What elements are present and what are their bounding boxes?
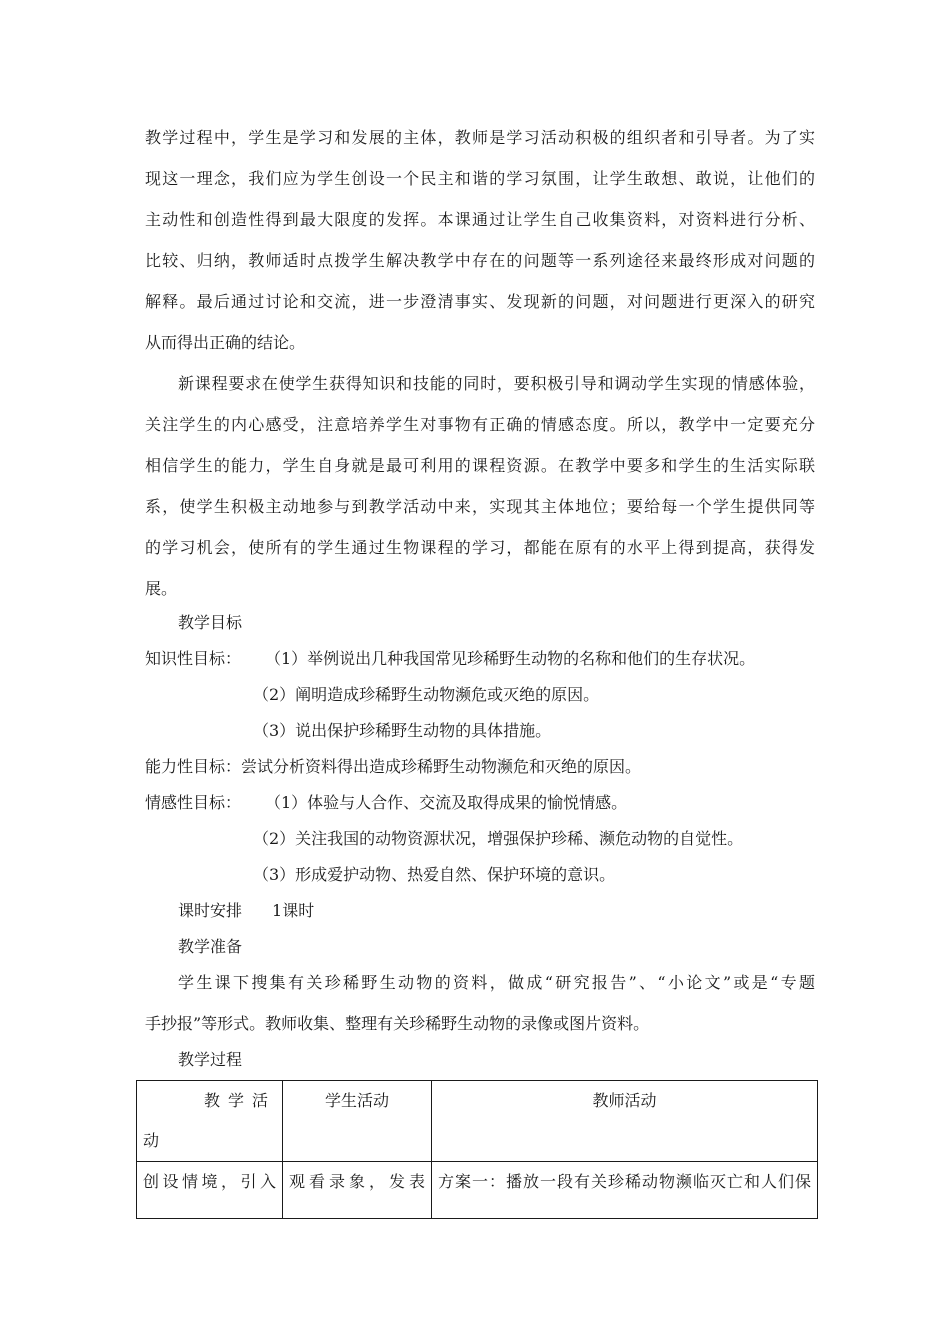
knowledge-objective-label: 知识性目标：: [145, 649, 242, 668]
header-teacher-activity: 教师活动: [592, 1091, 657, 1110]
process-table-header-row: [137, 1081, 818, 1162]
emotion-objective-label: 情感性目标：: [145, 793, 242, 812]
schedule-row: [178, 901, 815, 921]
paragraph-1-line-6: 从而得出正确的结论。: [145, 333, 306, 352]
emotion-objective-row: [145, 793, 815, 813]
header-teaching-activity-line-2: 动: [143, 1131, 160, 1150]
preparation-line-2: 手抄报”等形式。教师收集、整理有关珍稀野生动物的录像或图片资料。: [145, 1014, 650, 1033]
row-teacher-activity-cell: [432, 1162, 818, 1219]
paragraph-1-line-1: 教学过程中，学生是学习和发展的主体，教师是学习活动积极的组织者和引导者。为了实: [145, 128, 815, 147]
schedule-label: 课时安排: [178, 901, 243, 920]
schedule-value: 1课时: [272, 901, 315, 920]
paragraph-1-line-2: 现这一理念，我们应为学生创设一个民主和谐的学习氛围，让学生敢想、敢说，让他们的: [145, 169, 815, 188]
objectives-heading: 教学目标: [178, 613, 243, 632]
ability-objective-label: 能力性目标：: [145, 757, 242, 776]
ability-objective-row: [145, 757, 815, 777]
process-heading: 教学过程: [178, 1050, 243, 1069]
knowledge-objective-row: [145, 649, 815, 669]
preparation-line-1: 学生课下搜集有关珍稀野生动物的资料，做成“研究报告”、“小论文”或是“专题: [178, 973, 815, 992]
knowledge-objective-item-1: （1）举例说出几种我国常见珍稀野生动物的名称和他们的生存状况。: [265, 649, 756, 668]
row-student-activity: 观看录象，发表: [289, 1172, 425, 1191]
header-student-activity: 学生活动: [324, 1091, 389, 1110]
row-student-activity-cell: [283, 1162, 432, 1219]
paragraph-2-line-3: 相信学生的能力，学生自身就是最可利用的课程资源。在教学中要多和学生的生活实际联: [145, 456, 815, 475]
paragraph-2-line-6: 展。: [145, 579, 178, 598]
paragraph-1-line-3: 主动性和创造性得到最大限度的发挥。本课通过让学生自己收集资料，对资料进行分析、: [145, 210, 815, 229]
header-teaching-activity-cell: [137, 1081, 283, 1162]
emotion-objective-item-2: （2）关注我国的动物资源状况，增强保护珍稀、濒危动物的自觉性。: [253, 829, 744, 848]
row-teacher-activity: 方案一：播放一段有关珍稀动物濒临灭亡和人们保: [438, 1172, 811, 1191]
header-student-activity-cell: [283, 1081, 432, 1162]
emotion-objective-item-1: （1）体验与人合作、交流及取得成果的愉悦情感。: [265, 793, 628, 812]
ability-objective-text: 尝试分析资料得出造成珍稀野生动物濒危和灭绝的原因。: [241, 757, 642, 776]
row-teaching-activity-cell: [137, 1162, 283, 1219]
paragraph-1-line-5: 解释。最后通过讨论和交流，进一步澄清事实、发现新的问题，对问题进行更深入的研究: [145, 292, 815, 311]
preparation-heading: 教学准备: [178, 937, 243, 956]
process-table-row: [137, 1162, 818, 1219]
process-table: [136, 1080, 818, 1219]
knowledge-objective-item-2: （2）阐明造成珍稀野生动物濒危或灭绝的原因。: [253, 685, 600, 704]
header-teacher-activity-cell: [432, 1081, 818, 1162]
row-teaching-activity: 创设情境，引入: [143, 1172, 276, 1191]
paragraph-2-line-1: 新课程要求在使学生获得知识和技能的同时，要积极引导和调动学生实现的情感体验，: [178, 374, 815, 393]
paragraph-2-line-2: 关注学生的内心感受，注意培养学生对事物有正确的情感态度。所以，教学中一定要充分: [145, 415, 815, 434]
knowledge-objective-item-3: （3）说出保护珍稀野生动物的具体措施。: [253, 721, 552, 740]
emotion-objective-item-3: （3）形成爱护动物、热爱自然、保护环境的意识。: [253, 865, 616, 884]
header-teaching-activity-line-1: 教学活: [203, 1091, 276, 1110]
paragraph-2-line-4: 系，使学生积极主动地参与到教学活动中来，实现其主体地位；要给每一个学生提供同等: [145, 497, 815, 516]
paragraph-1-line-4: 比较、归纳，教师适时点拨学生解决教学中存在的问题等一系列途径来最终形成对问题的: [145, 251, 815, 270]
paragraph-2-line-5: 的学习机会，使所有的学生通过生物课程的学习，都能在原有的水平上得到提高，获得发: [145, 538, 815, 557]
